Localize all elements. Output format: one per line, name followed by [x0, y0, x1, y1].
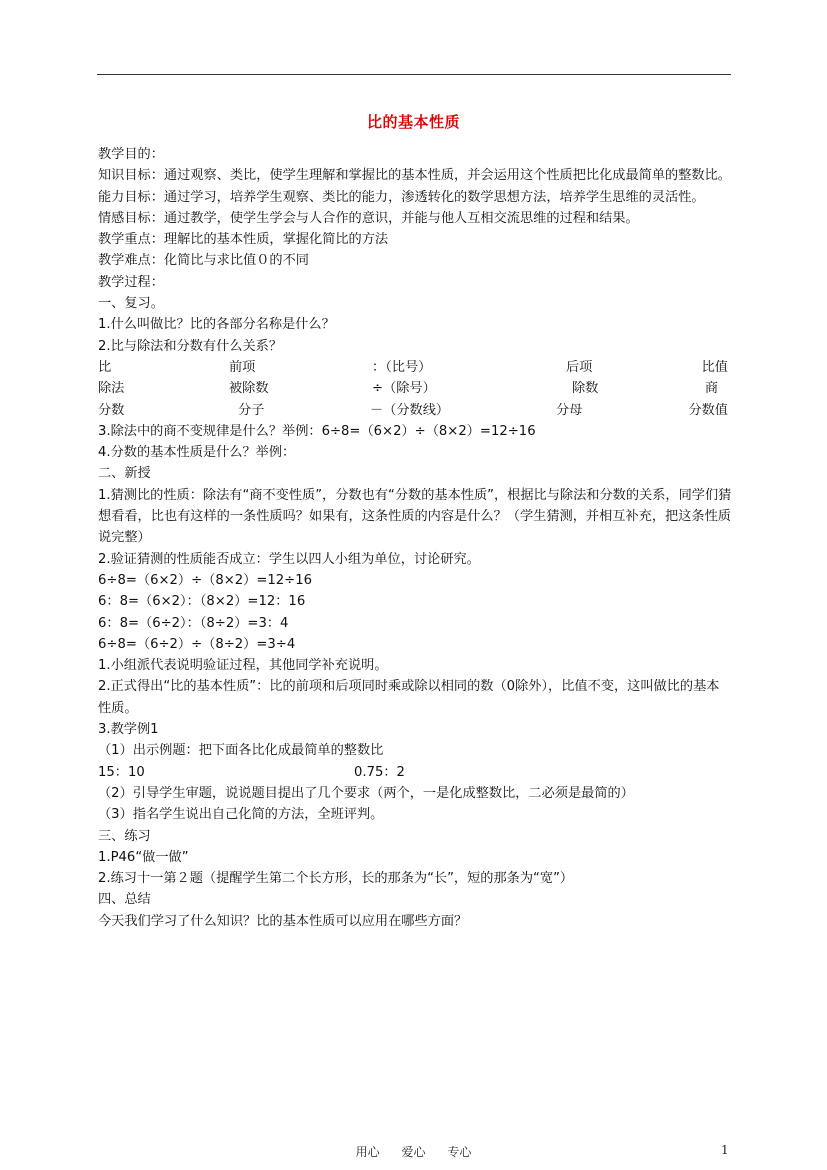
- text-line: 2.验证猜测的性质能否成立：学生以四人小组为单位，讨论研究。: [98, 551, 480, 567]
- header-rule: [97, 74, 731, 75]
- section-heading: 二、新授: [98, 466, 151, 482]
- text-line: 教学过程：: [98, 274, 164, 290]
- relation-cell: 分子: [238, 402, 265, 418]
- footer-word: 用心: [355, 1145, 380, 1159]
- relation-cell: 比值: [701, 359, 728, 375]
- example-row: [98, 762, 732, 783]
- relation-cell: 分数: [98, 402, 125, 418]
- relation-cell: 分数值: [688, 402, 728, 418]
- text-line: （3）指名学生说出自己化简的方法，全班评判。: [98, 807, 384, 823]
- text-paragraph: 2.正式得出“比的基本性质”：比的前项和后项同时乘或除以相同的数（0除外），比值不变，这叫做比的基本性质。: [98, 679, 720, 716]
- example-ratio: 0.75：2: [354, 764, 405, 780]
- text-line: 3.除法中的商不变规律是什么？举例：6÷8=（6×2）÷（8×2）=12÷16: [98, 423, 536, 439]
- equation-line: 6：8=（6÷2）：（8÷2）=3：4: [98, 615, 289, 631]
- text-line: 4.分数的基本性质是什么？举例：: [98, 445, 296, 461]
- relation-cell: 除法: [98, 381, 125, 397]
- relation-row-division: [98, 378, 732, 399]
- text-line: 1.P46“做一做”: [98, 849, 189, 865]
- text-line: （1）出示例题：把下面各比化成最简单的整数比: [98, 743, 384, 759]
- relation-cell: 被除数: [229, 381, 269, 397]
- relation-cell: 比: [98, 359, 112, 375]
- relation-cell: 前项: [229, 359, 256, 375]
- page-number: 1: [721, 1143, 729, 1157]
- section-heading: 三、练习: [98, 828, 151, 844]
- text-line: 教学目的：: [98, 147, 164, 162]
- page-footer: [0, 1143, 827, 1160]
- text-line: 2.练习十一第２题（提醒学生第二个长方形，长的那条为“长”，短的那条为“宽”）: [98, 871, 574, 887]
- text-line: 情感目标：通过教学，使学生学会与人合作的意识，并能与他人互相交流思维的过程和结果。: [98, 210, 639, 226]
- document-body: [98, 144, 732, 932]
- equation-line: 6：8=（6×2）：（8×2）=12：16: [98, 594, 306, 610]
- relation-row-ratio: [98, 357, 732, 378]
- equation-line: 6÷8=（6×2）÷（8×2）=12÷16: [98, 572, 313, 588]
- text-line: 3.教学例1: [98, 722, 159, 738]
- relation-cell: －（分数线）: [370, 402, 450, 418]
- text-line: （2）引导学生审题，说说题目提出了几个要求（两个，一是化成整数比，二必须是最简的）: [98, 785, 634, 801]
- document-title: 比的基本性质: [366, 113, 460, 131]
- section-heading: 一、复习。: [98, 296, 164, 312]
- text-line: 教学重点：理解比的基本性质，掌握化简比的方法: [98, 232, 389, 248]
- relation-cell: 后项: [566, 359, 593, 375]
- relation-cell: 商: [704, 381, 718, 397]
- equation-line: 6÷8=（6÷2）÷（8÷2）=3÷4: [98, 636, 296, 652]
- relation-cell: 除数: [572, 381, 599, 397]
- text-line: 今天我们学习了什么知识？比的基本性质可以应用在哪些方面？: [98, 913, 468, 929]
- relation-cell: ÷（除号）: [372, 381, 436, 397]
- relation-cell: ：（比号）: [372, 359, 432, 375]
- section-heading: 四、总结: [98, 892, 151, 908]
- text-line: 教学难点：化简比与求比值０的不同: [98, 253, 309, 269]
- text-line: 1.小组派代表说明验证过程，其他同学补充说明。: [98, 658, 388, 674]
- example-ratio: 15：10: [98, 764, 145, 780]
- text-paragraph: 知识目标：通过观察、类比，使学生理解和掌握比的基本性质，并会运用这个性质把比化成最简单的整数比。: [98, 168, 731, 184]
- text-paragraph: 1.猜测比的性质：除法有“商不变性质”，分数也有“分数的基本性质”，根据比与除法和分数的关系，同学们猜想看看，比也有这样的一条性质吗？如果有，这条性质的内容是什么？（学生猜测，并相互补充，把这条性质说完整）: [98, 487, 732, 546]
- footer-word: 爱心: [401, 1145, 426, 1159]
- text-paragraph: 能力目标：通过学习，培养学生观察、类比的能力，渗透转化的数学思想方法，培养学生思维的灵活性。: [98, 189, 705, 205]
- text-line: 1.什么叫做比？比的各部分名称是什么？: [98, 317, 335, 333]
- text-line: 2.比与除法和分数有什么关系？: [98, 338, 283, 354]
- footer-word: 专心: [447, 1145, 472, 1159]
- relation-row-fraction: [98, 400, 732, 421]
- relation-cell: 分母: [556, 402, 583, 418]
